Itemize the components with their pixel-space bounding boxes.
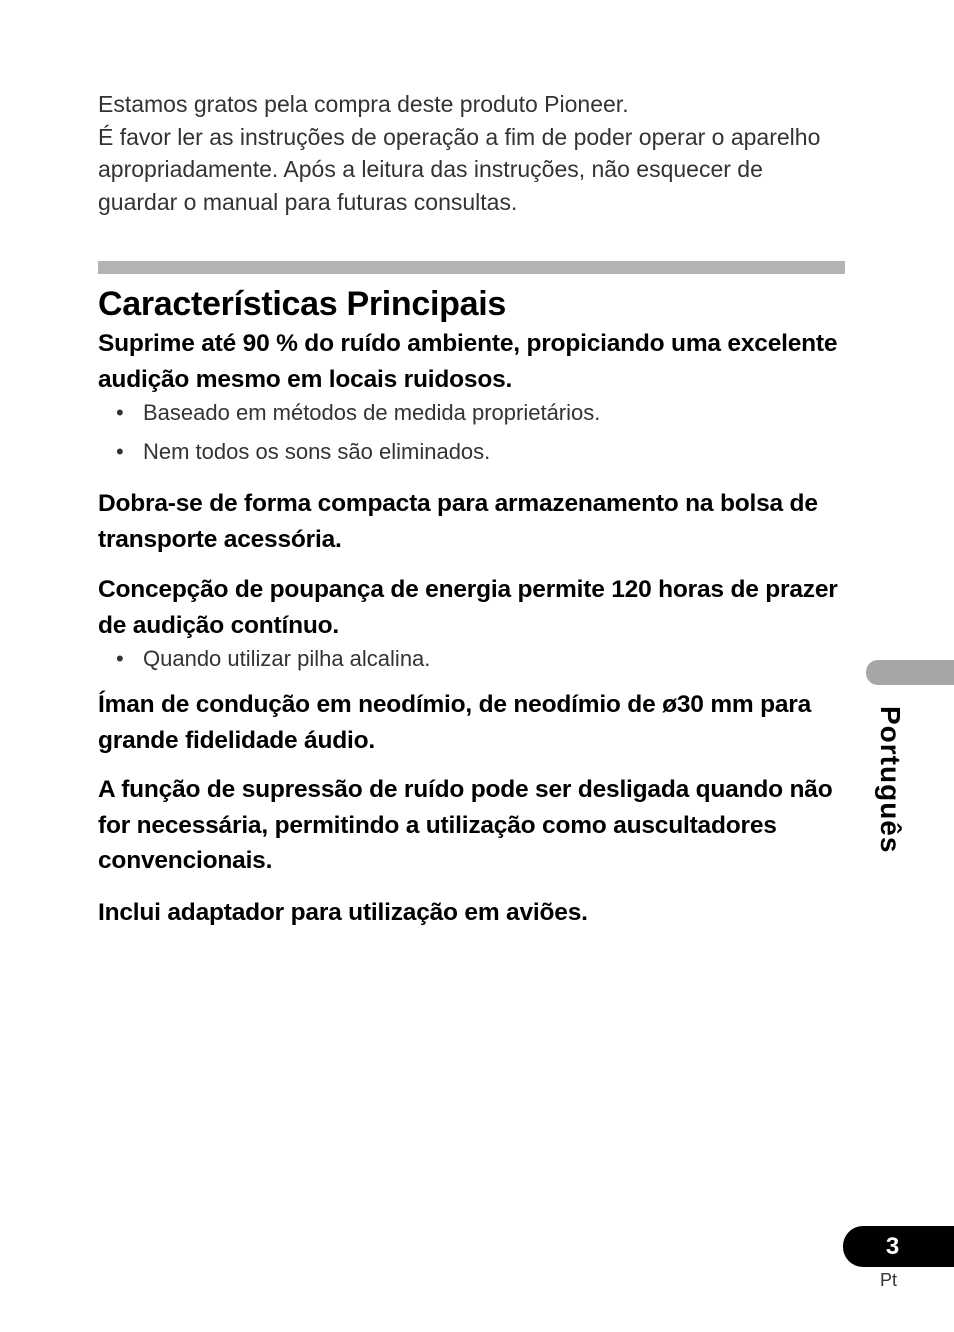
feature-item — [98, 687, 848, 758]
bullet-item — [98, 643, 848, 675]
feature-heading: Íman de condução em neodímio, de neodímio de ø30 mm para grande fidelidade áudio. — [98, 691, 812, 754]
feature-item — [98, 326, 848, 468]
feature-heading: A função de supressão de ruído pode ser desligada quando não for necessária, permitindo a utilização como auscultadores convencionais. — [98, 776, 833, 874]
intro-line-1: Estamos gratos pela compra deste produto Pioneer. — [98, 91, 629, 117]
feature-heading: Inclui adaptador para utilização em aviões. — [98, 898, 588, 926]
section-title: Características Principais — [98, 285, 506, 323]
section-divider — [98, 261, 845, 274]
feature-heading: Dobra-se de forma compacta para armazenamento na bolsa de transporte acessória. — [98, 490, 818, 553]
bullet-text: Baseado em métodos de medida proprietários. — [143, 400, 601, 425]
feature-bullets — [98, 397, 848, 468]
page-number: 3 — [885, 1233, 900, 1260]
feature-item — [98, 895, 848, 931]
feature-heading: Concepção de poupança de energia permite 120 horas de prazer de audição contínuo. — [98, 576, 838, 639]
feature-item — [98, 486, 848, 557]
language-label-text: Português — [875, 706, 906, 854]
feature-heading: Suprime até 90 % do ruído ambiente, propiciando uma excelente audição mesmo em locais ruidosos. — [98, 330, 838, 393]
bullet-item — [98, 397, 848, 429]
feature-item — [98, 572, 848, 675]
language-side-label — [862, 706, 912, 886]
language-tab-marker — [866, 660, 954, 685]
bullet-item — [98, 436, 848, 468]
bullet-text: Quando utilizar pilha alcalina. — [143, 646, 431, 671]
bullet-icon: • — [116, 646, 124, 671]
bullet-text: Nem todos os sons são eliminados. — [143, 439, 491, 464]
feature-item — [98, 772, 848, 879]
intro-line-2: É favor ler as instruções de operação a fim de poder operar o aparelho apropriadamente. Após a leitura das instruções, não esquecer de guardar o manual para futuras consultas. — [98, 123, 821, 215]
features-list — [98, 326, 848, 930]
feature-bullets — [98, 643, 848, 675]
intro-text — [98, 88, 838, 218]
page-number-badge — [843, 1226, 954, 1267]
bullet-icon: • — [116, 400, 124, 425]
page-language-code: Pt — [880, 1270, 898, 1290]
bullet-icon: • — [116, 439, 124, 464]
